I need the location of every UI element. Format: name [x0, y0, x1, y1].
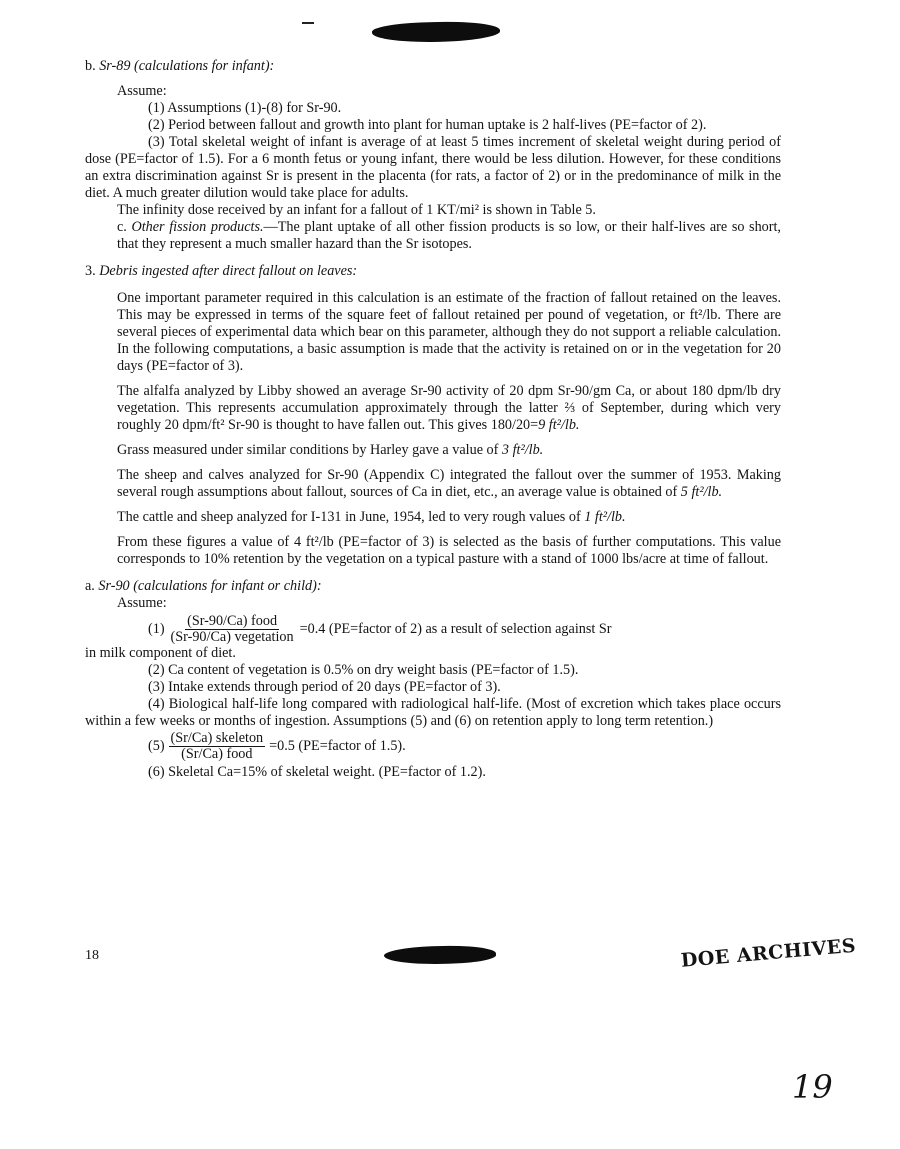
skeleton-food-ratio: $\frac{\text{(Sr/Ca) skeleton}}{\text{(Sr/Ca) food}}$: [170, 730, 264, 762]
sr90-assumption-1: (1) $\frac{\text{(Sr-90/Ca) food}}{\text{(Sr-90/Ca) vegetation}}$ =0.4 (PE=factor of 2) as a result of selection against Sr: [148, 613, 612, 645]
archive-stamp: DOE ARCHIVES: [680, 934, 857, 972]
redacted-classification-mark: [372, 20, 501, 44]
top-dash-mark: [302, 22, 314, 24]
sr89-assumption-2: (2) Period between fallout and growth into plant for human uptake is 2 half-lives (PE=factor of 2).: [148, 117, 707, 133]
redacted-classification-mark-bottom: [384, 944, 497, 966]
sr90-assumption-3: (3) Intake extends through period of 20 days (PE=factor of 3).: [148, 679, 501, 695]
section-3-paragraph-5: The cattle and sheep analyzed for I-131 in June, 1954, led to very rough values of 1 ft²/lb.: [117, 509, 626, 525]
page-content: [85, 58, 781, 781]
handwritten-page-number: 19: [792, 1068, 833, 1106]
assume-label-a: Assume:: [117, 595, 167, 611]
infinity-dose-note: The infinity dose received by an infant for a fallout of 1 KT/mi² is shown in Table 5.: [117, 202, 596, 218]
section-3-heading: 3. Debris ingested after direct fallout on leaves:: [85, 263, 358, 279]
section-3-paragraph-2: The alfalfa analyzed by Libby showed an average Sr-90 activity of 20 dpm Sr-90/gm Ca, or about 180 dpm/lb dry vegetation. This represents accumulation approximately through the latter ⅔ of September, during which very roughly 20 dpm/ft² Sr-90 is thought to have fallen out. This gives 180/20=9 ft²/lb.: [117, 383, 781, 433]
page-number: 18: [85, 948, 99, 963]
section-a-heading: a. Sr-90 (calculations for infant or child):: [85, 578, 322, 594]
sr90-assumption-6: (6) Skeletal Ca=15% of skeletal weight. (PE=factor of 1.2).: [148, 764, 486, 780]
section-c-paragraph: c. Other fission products.—The plant uptake of all other fission products is so low, or their half-lives are so short, that they represent a much smaller hazard than the Sr isotopes.: [117, 219, 781, 252]
sr89-assumption-1: (1) Assumptions (1)-(8) for Sr-90.: [148, 100, 342, 116]
section-3-paragraph-1: One important parameter required in this calculation is an estimate of the fraction of fallout retained on the leaves. This may be expressed in terms of the square feet of fallout retained per pound of vegetation, or ft²/lb. There are several pieces of experimental data which bear on this parameter, although they do not support a reliable calculation. In the following computations, a basic assumption is made that the activity is retained on or in the vegetation for 20 days (PE=factor of 3).: [117, 290, 781, 374]
sr90-assumption-4: (4) Biological half-life long compared with radiological half-life. (Most of excretion which takes place occurs within a few weeks or months of ingestion. Assumptions (5) and (6) on retention apply to long term retention.): [85, 696, 781, 729]
sr90-assumption-2: (2) Ca content of vegetation is 0.5% on dry weight basis (PE=factor of 1.5).: [148, 662, 579, 678]
section-3-paragraph-3: Grass measured under similar conditions by Harley gave a value of 3 ft²/lb.: [117, 442, 544, 458]
assume-label: Assume:: [117, 83, 167, 99]
sr90-assumption-5: (5) $\frac{\text{(Sr/Ca) skeleton}}{\text{(Sr/Ca) food}}$ =0.5 (PE=factor of 1.5).: [148, 730, 406, 762]
section-3-paragraph-4: The sheep and calves analyzed for Sr-90 (Appendix C) integrated the fallout over the summer of 1953. Making several rough assumptions about fallout, sources of Ca in diet, etc., an average value is obtained of 5 ft²/lb.: [117, 467, 781, 500]
section-b-heading: b. Sr-89 (calculations for infant):: [85, 58, 275, 74]
sr89-assumption-3: (3) Total skeletal weight of infant is average of at least 5 times increment of skeletal weight during period of dose (PE=factor of 1.5). For a 6 month fetus or young infant, there would be less dilution. However, for these conditions an extra discrimination against Sr is present in the placenta (for rats, a factor of 2) or in the predominance of milk in the diet. A much greater dilution would take place for adults.: [85, 134, 781, 201]
sr90-assumption-1-cont: in milk component of diet.: [85, 645, 236, 661]
section-3-paragraph-6: From these figures a value of 4 ft²/lb (PE=factor of 3) is selected as the basis of further computations. This value corresponds to 10% retention by the vegetation on a typical pasture with a stand of 1000 lbs/acre at time of fallout.: [117, 534, 781, 567]
food-vegetation-ratio: $\frac{\text{(Sr-90/Ca) food}}{\text{(Sr-90/Ca) vegetation}}$: [170, 613, 294, 645]
